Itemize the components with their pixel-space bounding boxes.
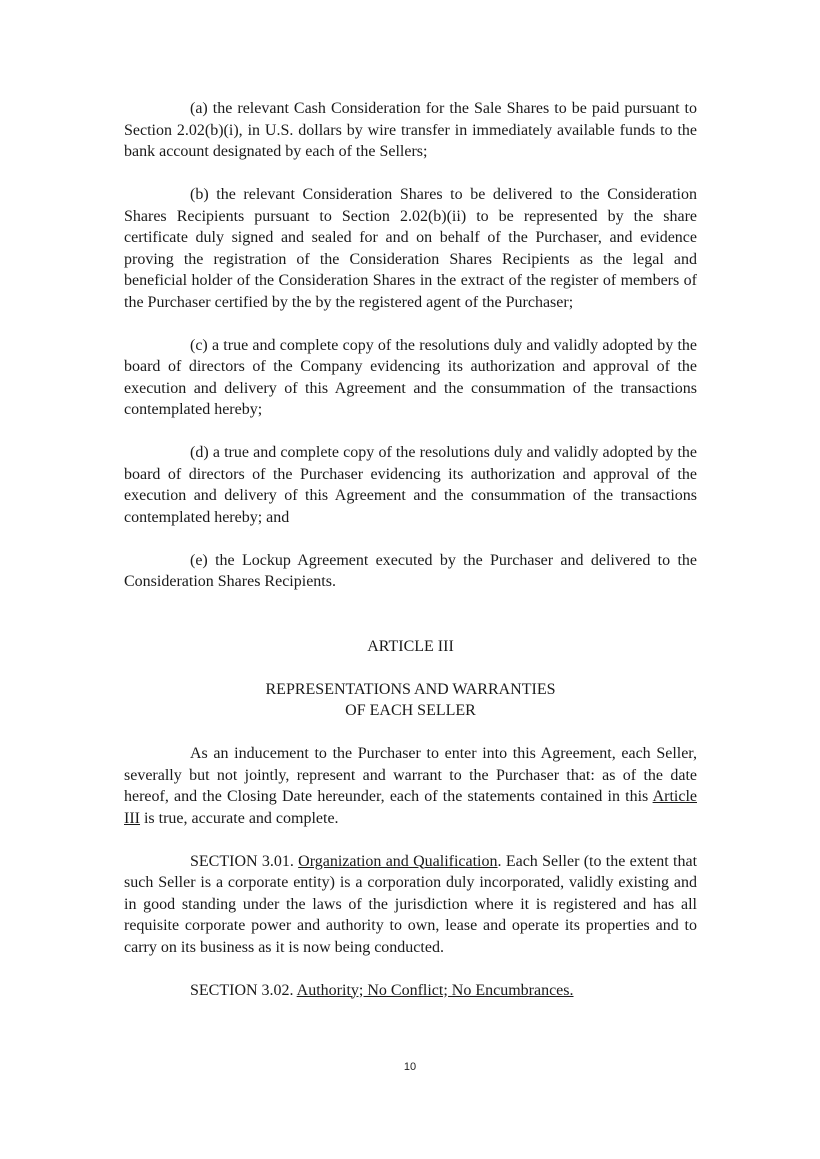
page-number: 10: [403, 1061, 417, 1073]
section-3-01-body: . Each Seller (to the extent that such Seller is a corporate entity) is a corporation duly incorporated, validly existing and in good standing under the laws of the jurisdiction where it is registered and has all requisite corporate power and authority to own, lease and operate its properties and to carry on its business as it is now being conducted.: [124, 852, 698, 956]
article-title-line1: REPRESENTATIONS AND WARRANTIES: [265, 680, 556, 698]
clause-a: (a) the relevant Cash Consideration for the Sale Shares to be paid pursuant to Section 2.02(b)(i), in U.S. dollars by wire transfer in immediately available funds to the bank account designated by each of the Sellers;: [124, 100, 697, 160]
article-reference: Article III: [124, 788, 697, 827]
clause-c: (c) a true and complete copy of the resolutions duly and validly adopted by the board of directors of the Company evidencing its authorization and approval of the execution and delivery of this Agreement and the consummation of the transactions contemplated hereby;: [124, 336, 697, 418]
section-3-01-label: SECTION 3.01.: [190, 852, 299, 870]
intro-tail: is true, accurate and complete.: [139, 809, 339, 827]
section-3-01: [124, 851, 697, 959]
section-3-02-heading: Authority; No Conflict; No Encumbrances.: [296, 981, 574, 999]
clause-e: (e) the Lockup Agreement executed by the Purchaser and delivered to the Consideration Shares Recipients.: [124, 551, 697, 590]
section-3-02-label: SECTION 3.02.: [190, 981, 297, 999]
document-page: [124, 98, 697, 1001]
clause-b: (b) the relevant Consideration Shares to be delivered to the Consideration Shares Recipients pursuant to Section 2.02(b)(ii) to be represented by the share certificate duly signed and sealed for and on behalf of the Purchaser, and evidence proving the registration of the Consideration Shares Recipients as the legal and beneficial holder of the Consideration Shares in the extract of the register of members of the Purchaser certified by the by the registered agent of the Purchaser;: [124, 186, 697, 311]
clause-d: (d) a true and complete copy of the resolutions duly and validly adopted by the board of directors of the Purchaser evidencing its authorization and approval of the execution and delivery of this Agreement and the consummation of the transactions contemplated hereby; and: [124, 444, 697, 526]
intro-text: As an inducement to the Purchaser to enter into this Agreement, each Seller, severally but not jointly, represent and warrant to the Purchaser that: as of the date hereof, and the Closing Date hereunder, each of the statements contained in this: [124, 745, 697, 805]
article-title-line2: OF EACH SELLER: [345, 702, 476, 719]
article-number: ARTICLE III: [367, 637, 454, 655]
section-3-01-heading: Organization and Qualification: [298, 852, 498, 870]
article-intro: [124, 743, 697, 829]
section-3-02: [124, 980, 697, 1002]
